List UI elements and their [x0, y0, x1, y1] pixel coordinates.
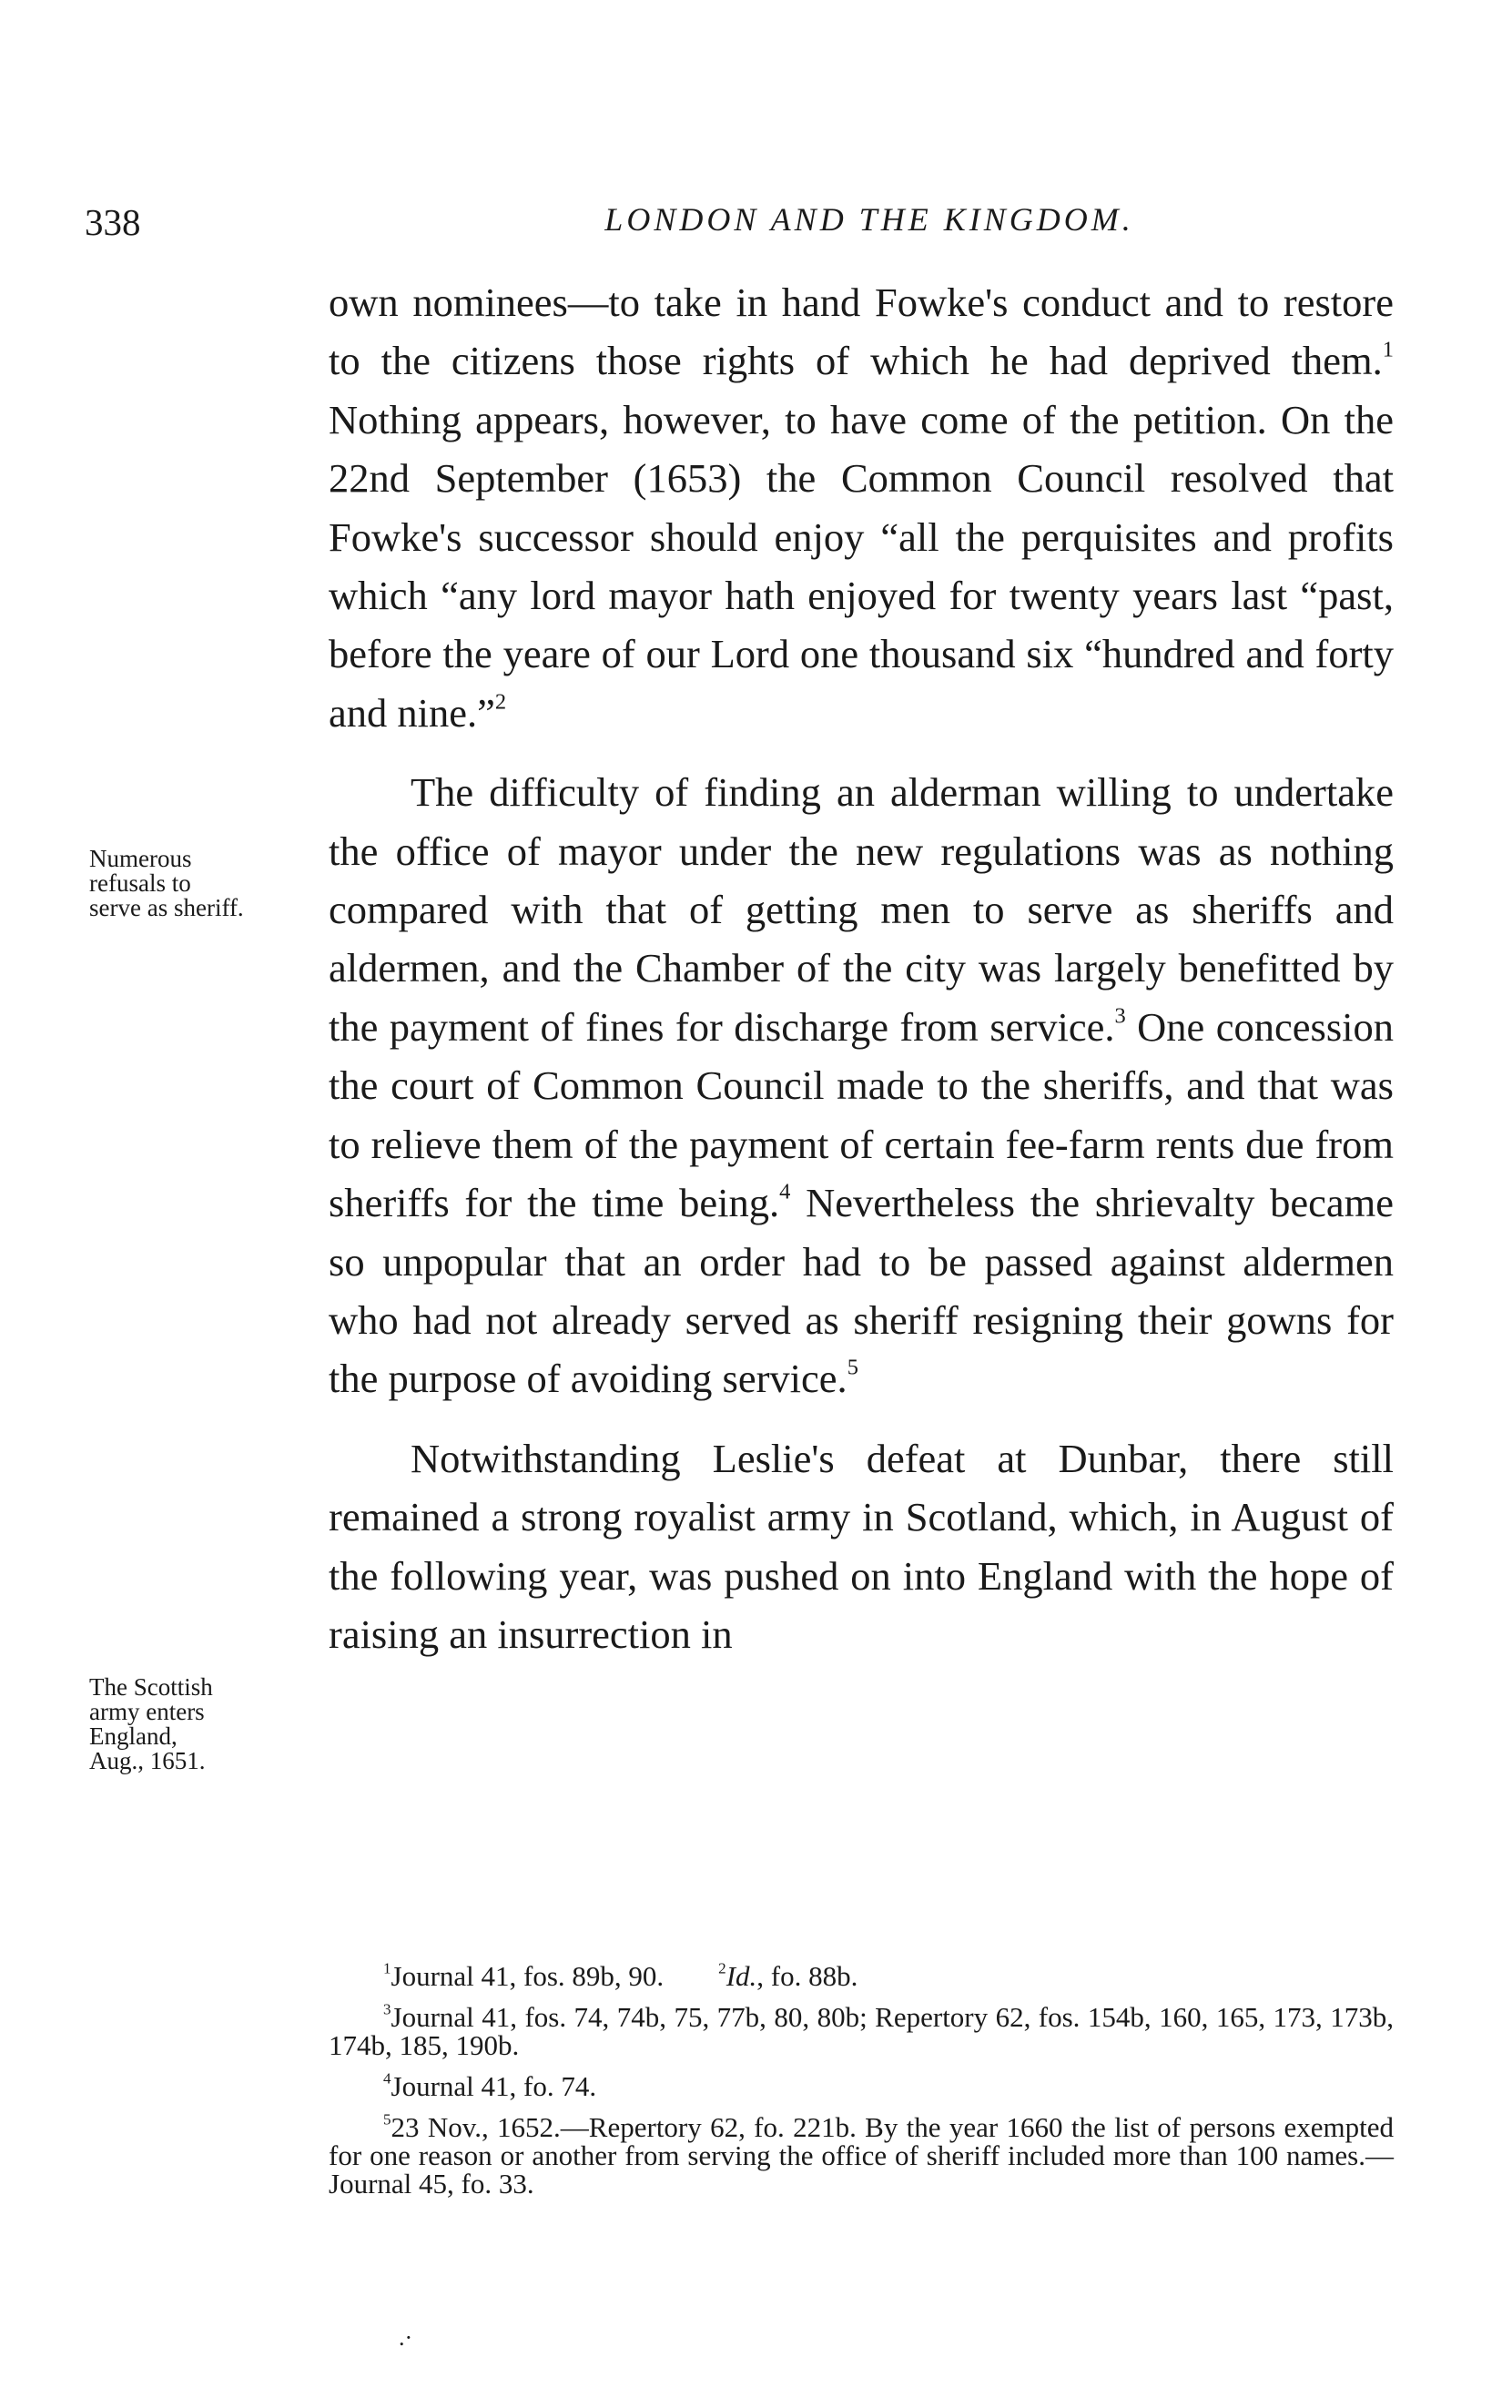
margin-note-line: serve as sheriff.	[89, 894, 244, 921]
footnote-mark-1: 1	[383, 1959, 391, 1977]
margin-note-line: refusals to	[89, 869, 191, 897]
footnote-2-ibid: Id.	[726, 1960, 757, 1992]
footnote-3-text: Journal 41, fos. 74, 74b, 75, 77b, 80, 80b; Repertory 62, fos. 154b, 160, 165, 173, 173b, 174b, 185, 190b.	[329, 2001, 1394, 2061]
margin-note-scottish-army	[89, 1675, 326, 1773]
stray-print-mark: .·	[399, 2324, 413, 2351]
footnote-mark-2: 2	[718, 1959, 726, 1977]
running-title: LONDON AND THE KINGDOM.	[604, 201, 1134, 238]
paragraph-2-text-b: One concession the court of Common Council made to the sheriffs, and that was to relieve them of the payment of certain fee-farm rents due from sheriffs for the time being.	[329, 1003, 1394, 1226]
margin-note-line: Aug., 1651.	[89, 1747, 206, 1774]
footnote-5	[329, 2110, 1394, 2200]
footnote-2-text: , fo. 88b.	[756, 1960, 858, 1992]
footnote-ref-5: 5	[847, 1355, 858, 1380]
footnote-4-text: Journal 41, fo. 74.	[391, 2070, 597, 2102]
margin-note-line: army enters	[89, 1698, 205, 1725]
paragraph-2-text-a: The difficulty of finding an alderman willing to undertake the office of mayor under the new regulations was as nothing compared with that of getting men to serve as sheriffs and aldermen, and the Chamber of the city was largely benefitted by the payment of fines for discharge from service.	[329, 769, 1394, 1050]
footnote-1-2	[329, 1959, 1394, 1992]
footnote-3	[329, 2000, 1394, 2061]
paragraph-1-text-b: Nothing appears, however, to have come of the petition. On the 22nd September (1653) the Common Council resolved that Fowke's successor should enjoy “all the perquisites and profits which “any lord mayor hath enjoyed for twenty years last “past, before the yeare of our Lord one thousand six “hundred and forty and nine.”	[329, 396, 1394, 736]
footnote-mark-3: 3	[383, 2000, 391, 2018]
main-text	[329, 273, 1394, 1663]
footnote-ref-2: 2	[494, 689, 507, 715]
footnote-ref-4: 4	[779, 1179, 791, 1204]
paragraph-1	[329, 273, 1394, 742]
paragraph-1-text-a: own nominees—to take in hand Fowke's conduct and to restore to the citizens those rights of which he had deprived them.	[329, 279, 1394, 384]
margin-note-line: The Scottish	[89, 1673, 213, 1701]
paragraph-2	[329, 763, 1394, 1407]
footnote-4	[329, 2069, 1394, 2102]
paragraph-3: Notwithstanding Leslie's defeat at Dunbar, there still remained a strong royalist army in Scotland, which, in August of the following year, was pushed on into England with the hope of raising an insurrection in	[329, 1435, 1394, 1657]
footnote-5-text: 23 Nov., 1652.—Repertory 62, fo. 221b. By the year 1660 the list of persons exempted for one reason or another from serving the office of sheriff included more than 100 names.—Journal 45, fo. 33.	[329, 2111, 1394, 2200]
footnote-1-text: Journal 41, fos. 89b, 90.	[391, 1960, 665, 1992]
margin-note-sheriffs	[89, 847, 326, 920]
footnotes	[329, 1959, 1394, 2210]
page-number: 338	[85, 201, 141, 243]
footnote-ref-1: 1	[1382, 337, 1394, 362]
footnote-ref-3: 3	[1114, 1003, 1126, 1029]
footnote-mark-4: 4	[383, 2069, 391, 2088]
paragraph-2-text-c: Nevertheless the shrievalty became so unpopular that an order had to be passed against aldermen who had not already served as sheriff resigning their gowns for the purpose of avoiding service.	[329, 1180, 1394, 1402]
footnote-mark-5: 5	[383, 2110, 391, 2129]
margin-note-line: Numerous	[89, 845, 192, 872]
margin-note-line: England,	[89, 1722, 178, 1750]
